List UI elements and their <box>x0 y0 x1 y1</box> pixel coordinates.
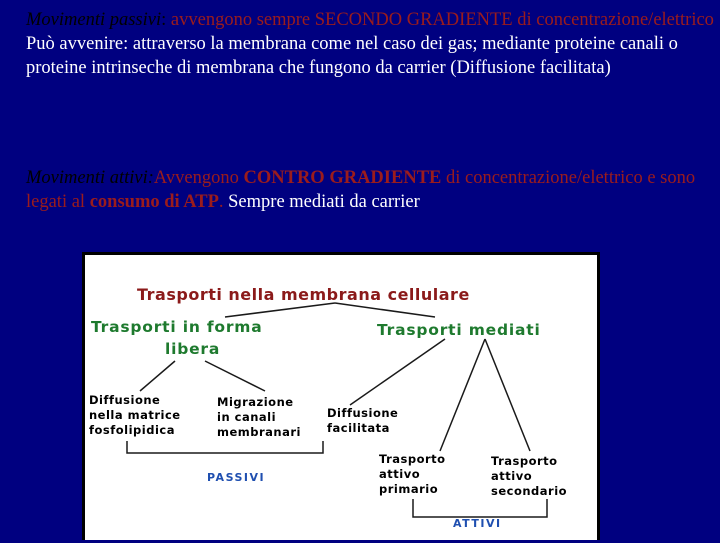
active-text-1: Avvengono <box>153 168 244 188</box>
connector-free-migration <box>205 361 265 391</box>
connector-mediated-secondary <box>485 339 530 451</box>
diffusion-matrix-line1: Diffusione <box>89 393 161 407</box>
passive-description: Può avvenire: attraverso la membrana come nel caso dei gas; mediante proteine canali o proteine intrinseche di membrana che fungono da carrier (Diffusione facilitata) <box>26 34 678 78</box>
active-text-2: di concentrazione/elettrico e sono legati al <box>26 168 696 212</box>
diffusion-matrix-line2: nella matrice <box>89 408 181 422</box>
migration-line3: membranari <box>217 425 301 439</box>
connector-mediated-facilitated <box>350 339 445 405</box>
active-movements-paragraph <box>26 166 716 214</box>
facilitated-line1: Diffusione <box>327 406 399 420</box>
passive-colon: : <box>161 10 167 30</box>
active-atp-bold: consumo di ATP <box>89 192 219 212</box>
active-dot: . <box>218 192 224 212</box>
migration-line2: in canali <box>217 410 277 424</box>
diagram-title: Trasporti nella membrana cellulare <box>137 285 470 304</box>
migration-line1: Migrazione <box>217 395 294 409</box>
secondary-active-node <box>491 454 567 499</box>
facilitated-line2: facilitata <box>327 421 390 435</box>
bracket-passive <box>127 441 323 453</box>
primary-line2: attivo <box>379 467 421 481</box>
transport-diagram <box>82 252 600 540</box>
free-transport-line1: Trasporti in forma <box>91 318 263 336</box>
secondary-line3: secondario <box>491 484 568 498</box>
passive-movements-paragraph <box>26 8 716 80</box>
facilitated-diffusion-node <box>327 406 398 436</box>
connector-title-mediated <box>335 303 435 317</box>
connector-title-free <box>225 303 335 317</box>
active-movements-title: Movimenti attivi: <box>26 168 154 188</box>
migration-channels-node <box>217 395 301 440</box>
primary-line1: Trasporto <box>379 452 446 466</box>
active-carrier-text: Sempre mediati da carrier <box>223 192 420 212</box>
active-label: ATTIVI <box>453 517 502 530</box>
connector-mediated-primary <box>440 339 485 451</box>
primary-active-node <box>379 452 446 497</box>
diffusion-matrix-line3: fosfolipidica <box>89 423 175 437</box>
free-transport-line2: libera <box>165 340 221 358</box>
secondary-line1: Trasporto <box>491 454 558 468</box>
passive-gradient-text: avvengono sempre SECONDO GRADIENTE di concentrazione/elettrico <box>166 10 714 30</box>
passive-label: PASSIVI <box>207 471 266 484</box>
active-gradient-bold: CONTRO GRADIENTE <box>243 168 442 188</box>
connector-free-diffusion <box>140 361 175 391</box>
secondary-line2: attivo <box>491 469 533 483</box>
mediated-transport: Trasporti mediati <box>377 321 541 339</box>
bracket-active <box>413 499 547 517</box>
passive-movements-title: Movimenti passivi <box>26 10 162 30</box>
primary-line3: primario <box>379 482 439 496</box>
diffusion-matrix-node <box>89 393 181 438</box>
